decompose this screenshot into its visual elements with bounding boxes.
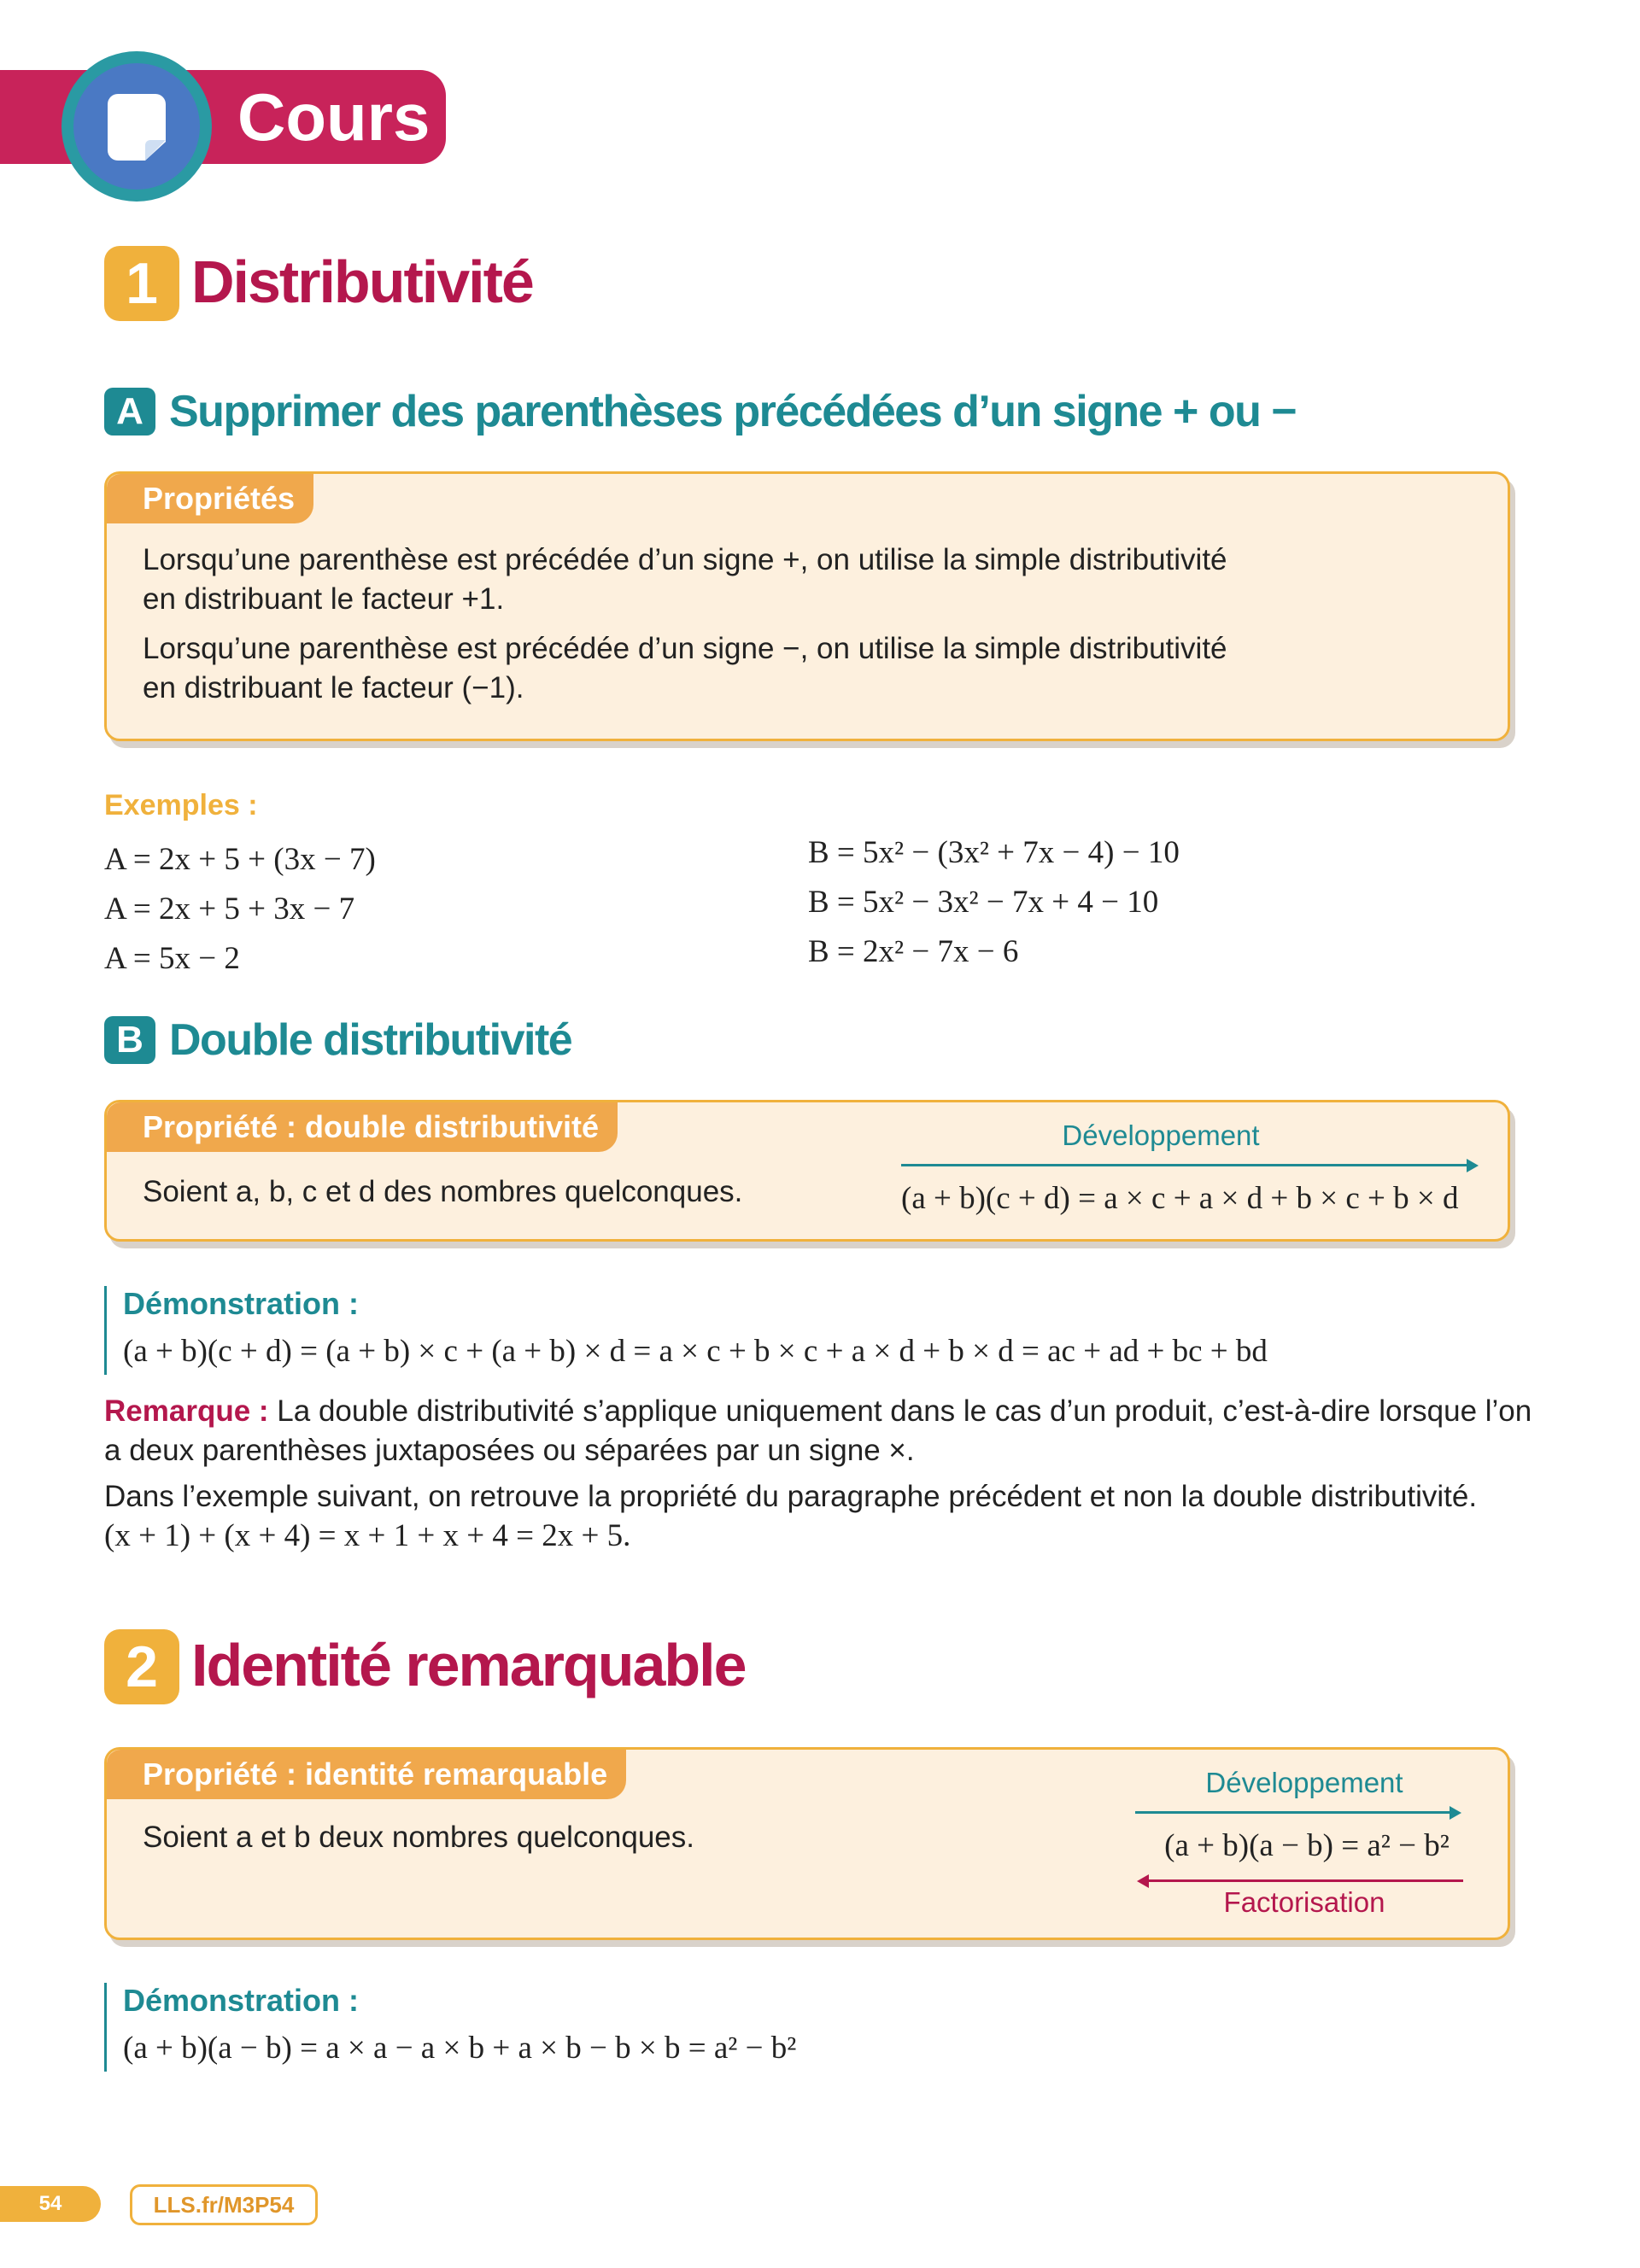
example-line: A = 2x + 5 + (3x − 7) — [104, 842, 376, 877]
demo-bar — [104, 1286, 107, 1375]
page-number: 54 — [0, 2186, 101, 2222]
arrow-label-bottom: Factorisation — [1223, 1886, 1385, 1918]
example-line: B = 5x² − (3x² + 7x − 4) − 10 — [808, 835, 1180, 870]
formula: (a + b)(a − b) = a² − b² — [1164, 1828, 1450, 1863]
examples-a — [104, 835, 376, 984]
development-arrow — [901, 1164, 1468, 1166]
remark-line: a deux parenthèses juxtaposées ou séparées par un signe ×. — [104, 1434, 915, 1467]
property-text: Soient a et b deux nombres quelconques. — [143, 1821, 694, 1854]
property-label: Propriétés — [107, 474, 313, 523]
arrow-head-icon — [1450, 1806, 1461, 1820]
property-box — [104, 1747, 1510, 1940]
remark-line: Dans l’exemple suivant, on retrouve la propriété du paragraphe précédent et non la double distributivité. — [104, 1480, 1478, 1513]
examples-title: Exemples : — [104, 789, 258, 821]
demo-formula: (a + b)(c + d) = (a + b) × c + (a + b) × d = a × c + b × c + a × d + b × d = ac + ad + bc + bd — [123, 1334, 1268, 1369]
arrow-head-icon — [1467, 1159, 1479, 1172]
property-label: Propriété : double distributivité — [107, 1102, 618, 1152]
property-line: en distribuant le facteur (−1). — [143, 671, 524, 704]
header-title: Cours — [237, 79, 430, 155]
examples-b — [808, 828, 1180, 977]
subsection-letter: B — [104, 1016, 155, 1064]
arrow-label: Développement — [1062, 1119, 1260, 1151]
development-arrow — [1135, 1811, 1451, 1814]
section-title: Identité remarquable — [191, 1632, 746, 1698]
arrow-label-top: Développement — [1205, 1767, 1403, 1798]
property-box — [104, 471, 1510, 741]
resource-link[interactable]: LLS.fr/M3P54 — [130, 2184, 318, 2225]
property-line: Lorsqu’une parenthèse est précédée d’un signe −, on utilise la simple distributivité — [143, 632, 1227, 665]
example-line: B = 2x² − 7x − 6 — [808, 934, 1019, 969]
property-text: Soient a, b, c et d des nombres quelconques. — [143, 1175, 743, 1208]
demo-title: Démonstration : — [123, 1983, 360, 2018]
remark-line: La double distributivité s’applique uniquement dans le cas d’un produit, c’est-à-dire lorsque l’on — [277, 1394, 1532, 1428]
property-line: Lorsqu’une parenthèse est précédée d’un signe +, on utilise la simple distributivité — [143, 543, 1227, 576]
section-title: Distributivité — [191, 248, 533, 315]
subsection-title: Supprimer des parenthèses précédées d’un signe + ou − — [169, 387, 1297, 436]
section-number: 2 — [104, 1629, 179, 1704]
demo-title: Démonstration : — [123, 1286, 360, 1321]
subsection-title: Double distributivité — [169, 1015, 572, 1065]
formula: (a + b)(c + d) = a × c + a × d + b × c + b × d — [901, 1181, 1459, 1216]
remark-title: Remarque : — [104, 1394, 269, 1428]
factorisation-arrow — [1147, 1879, 1463, 1882]
page-icon — [73, 63, 200, 190]
subsection-letter: A — [104, 388, 155, 435]
property-box — [104, 1100, 1510, 1242]
property-text — [143, 541, 1475, 708]
demo-bar — [104, 1983, 107, 2072]
example-line: B = 5x² − 3x² − 7x + 4 − 10 — [808, 885, 1159, 920]
example-line: A = 2x + 5 + 3x − 7 — [104, 891, 355, 926]
remark — [104, 1392, 1539, 1556]
example-line: A = 5x − 2 — [104, 941, 240, 976]
section-number: 1 — [104, 246, 179, 321]
demo-formula: (a + b)(a − b) = a × a − a × b + a × b − b × b = a² − b² — [123, 2031, 797, 2066]
remark-formula: (x + 1) + (x + 4) = x + 1 + x + 4 = 2x + 5. — [104, 1518, 631, 1553]
property-label: Propriété : identité remarquable — [107, 1750, 626, 1799]
property-line: en distribuant le facteur +1. — [143, 582, 505, 616]
